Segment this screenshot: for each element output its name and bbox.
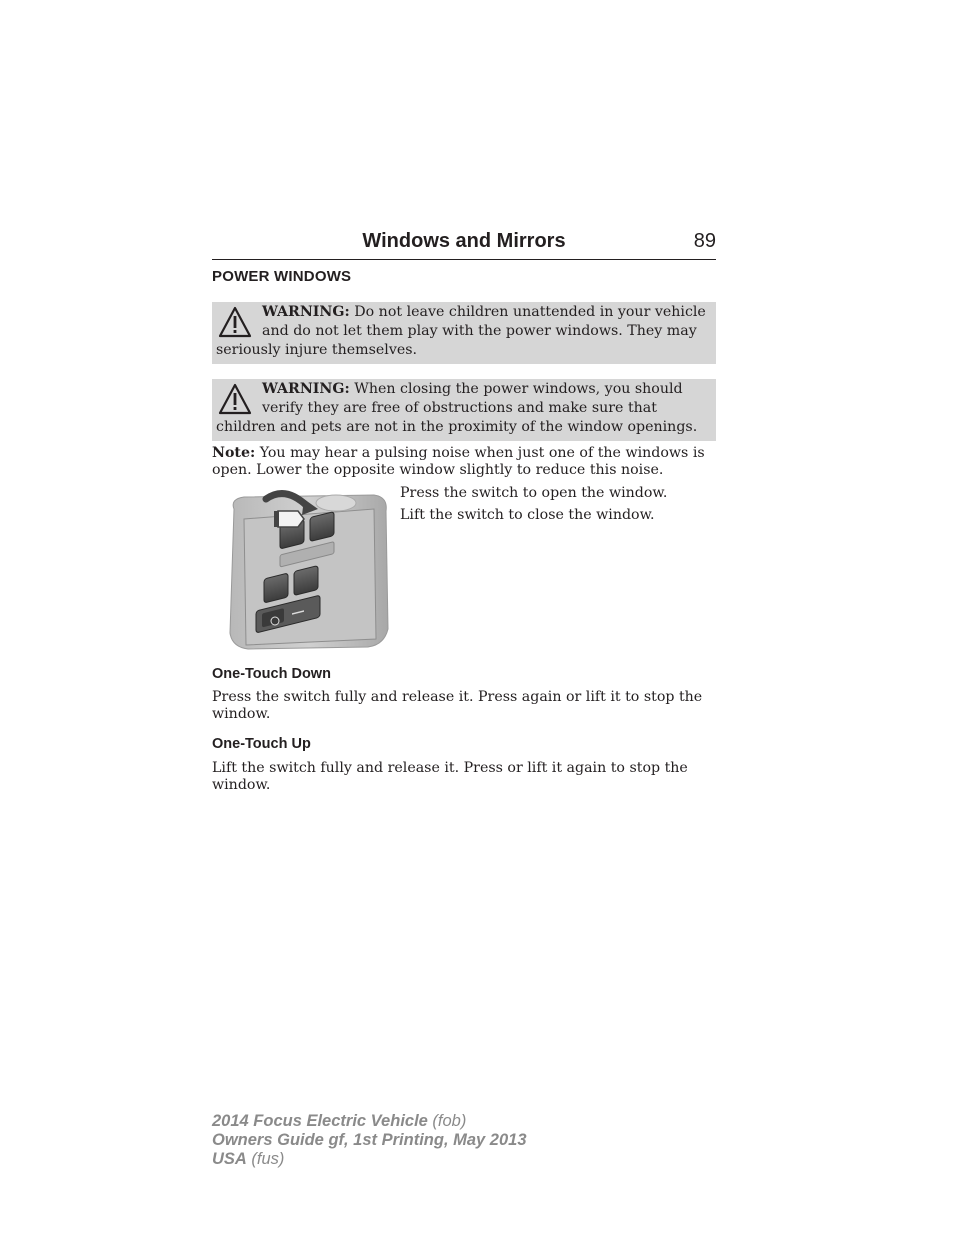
figure-caption-lift: Lift the switch to close the window.	[400, 507, 655, 523]
chapter-title: Windows and Mirrors	[362, 230, 566, 252]
warning-triangle-icon	[218, 305, 252, 341]
footer-region: USA	[212, 1150, 247, 1168]
warning-box-2	[212, 379, 716, 441]
one-touch-down-title: One-Touch Down	[212, 666, 331, 682]
footer-vehicle-code: (fob)	[427, 1112, 467, 1130]
window-switch-illustration	[224, 489, 392, 651]
one-touch-down-text: Press the switch fully and release it. Press again or lift it to stop the window.	[212, 689, 703, 722]
warning-text: Do not leave children unattended in your vehicle and do not let them play with the power windows. They may seriously injure themselves.	[216, 304, 706, 358]
page-number: 89	[693, 230, 716, 252]
warning-triangle-icon	[218, 382, 252, 418]
figure-caption-press: Press the switch to open the window.	[400, 485, 668, 501]
warning-box-1	[212, 302, 716, 364]
footer-vehicle: 2014 Focus Electric Vehicle	[212, 1112, 428, 1130]
page-footer	[212, 1112, 527, 1169]
warning-text: When closing the power windows, you should verify they are free of obstructions and make sure that children and pets are not in the proximity of the window openings.	[216, 381, 698, 435]
one-touch-up-text: Lift the switch fully and release it. Press or lift it again to stop the window.	[212, 760, 688, 793]
note-text: You may hear a pulsing noise when just one of the windows is open. Lower the opposite window slightly to reduce this noise.	[212, 445, 705, 478]
section-title: POWER WINDOWS	[212, 268, 352, 285]
note-paragraph	[212, 445, 716, 478]
footer-guide: Owners Guide gf, 1st Printing, May 2013	[212, 1131, 527, 1149]
one-touch-up-title: One-Touch Up	[212, 736, 311, 752]
footer-region-code: (fus)	[246, 1150, 285, 1168]
warning-label: WARNING:	[262, 381, 350, 397]
note-label: Note:	[212, 445, 256, 461]
warning-label: WARNING:	[262, 304, 350, 320]
page-header	[212, 229, 716, 260]
